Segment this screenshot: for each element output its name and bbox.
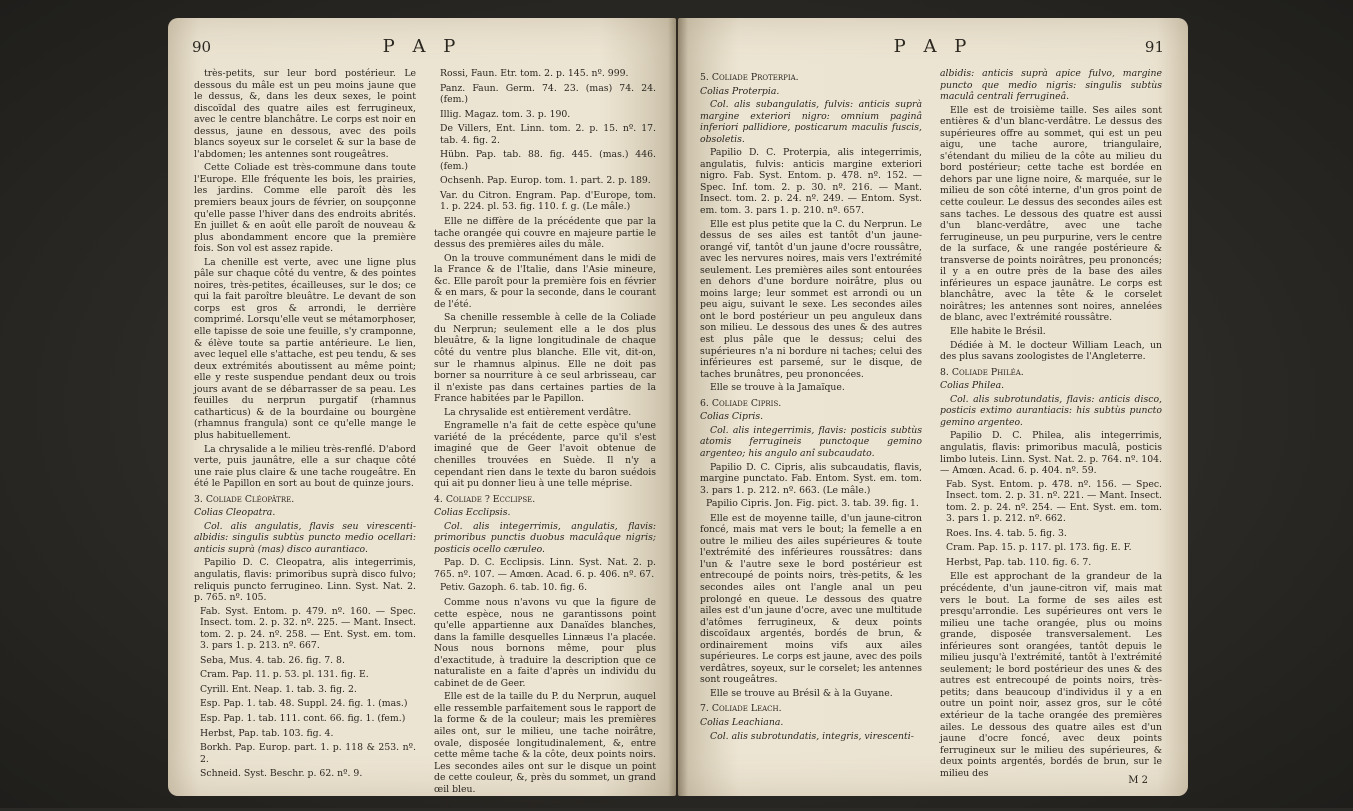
reference-entry: Panz. Faun. Germ. 74. 23. (mas) 74. 24. (fem.)	[440, 82, 656, 106]
section-heading: 7. Coliade Leach.	[700, 703, 782, 715]
left-page	[168, 18, 676, 809]
section-heading: 5. Coliade Proterpia.	[700, 72, 799, 83]
paragraph: Sa chenille ressemble à celle de la Coliade du Nerprun; seulement elle a le dos plus bleuâtre, & la ligne longitudinale de chaque côté du ventre plus blanche. Elle vit, dit-on, sur le rhamnus alpinus. Elle ne doit pas borner sa nourriture à ce seul arbrisseau, car il n'existe pas dans certaines parties de la France habitées par le Papillon.	[434, 312, 656, 405]
genus-name: Colias Philea.	[940, 380, 1005, 392]
left-page-header	[192, 36, 652, 62]
paragraph: Papilio D. C. Cipris, alis subcaudatis, flavis, margine punctato. Fab. Entom. Syst. em. tom. 3. pars 1. p. 212. nº. 663. (Le mâle.)	[700, 461, 922, 496]
paragraph: Elle est de la taille du P. du Nerprun, auquel elle ressemble parfaitement sous le rapport de la forme & de la couleur; mais les premières ailes ont, sur le milieu, une tache noirâtre, ovale, disposée longitudinalement, &, entre cette même tache & la côte, deux points noirs. Les secondes ailes ont sur le disque un point de cette couleur, &, près du sommet, un grand œil bleu.	[434, 691, 656, 795]
section-heading: 3. Coliade Cléopâtre.	[194, 493, 295, 505]
reference-entry: Seba, Mus. 4. tab. 26. fig. 7. 8.	[200, 654, 345, 666]
paragraph: Cette Coliade est très-commune dans toute l'Europe. Elle fréquente les bois, les prairies, les jardins. Comme elle paroît dès les premiers beaux jours de février, on soupçonne qu'elle passe l'hiver dans des endroits abrités. En juillet & en août elle paroît de nouveau & plus abondamment encore que la première fois. Son vol est assez rapide.	[194, 162, 416, 255]
latin-diagnosis: Col. alis subrotundatis, flavis: anticis disco, posticis extimo aurantiacis: his subtùs puncto gemino argenteo.	[940, 393, 1162, 428]
reference-entry: Cyrill. Ent. Neap. 1. tab. 3. fig. 2.	[200, 683, 357, 695]
section-heading: 8. Coliade Philéa.	[940, 366, 1024, 378]
reference-entry: Cram. Pap. 15. p. 117. pl. 173. fig. E. F.	[946, 542, 1132, 554]
latin-diagnosis: Col. alis integerrimis, angulatis, flavis: primoribus punctis duobus maculâque nigris; posticis ocello cæruleo.	[434, 520, 656, 555]
section-heading: 6. Coliade Cipris.	[700, 397, 782, 409]
signature-mark: M 2	[1128, 775, 1148, 786]
paragraph: La chenille est verte, avec une ligne plus pâle sur chaque côté du ventre, & des pointes noires, très-petites, écailleuses, sur le dos; ce qui la fait paroître bleuâtre. Le devant de son corps est gros & arrondi, le derrière comprimé. Lorsqu'elle veut se métamorphoser, elle tapisse de soie une feuille, s'y cramponne, & élève toute sa partie antérieure. Le lien, avec lequel elle s'attache, est peu tendu, & ses deux extrémités aboutissent au même point; elle y reste suspendue pendant deux ou trois jours avant de se débarrasser de sa peau. Les feuilles du nerprun purgatif (rhamnus catharticus) & de la bourdaine ou bourgène (rhamnus frangula) sont ce qu'elle mange le plus habituellement.	[194, 256, 416, 441]
reference-entry: Rossi, Faun. Etr. tom. 2. p. 145. nº. 999.	[440, 68, 629, 79]
reference-entry: Petiv. Gazoph. 6. tab. 10. fig. 6.	[440, 582, 588, 594]
paragraph: Elle se trouve au Brésil & à la Guyane.	[710, 687, 893, 699]
right-page	[678, 18, 1188, 796]
section-heading: 4. Coliade ? Ecclipse.	[434, 493, 536, 505]
running-head: P A P	[382, 36, 462, 57]
paragraph: Dédiée à M. le docteur William Leach, un des plus savans zoologistes de l'Angleterre.	[940, 339, 1162, 363]
latin-diagnosis: Col. alis angulatis, flavis seu virescenti-albidis: singulis subtùs puncto medio ocellari: anticis suprà (mas) disco aurantiaco.	[194, 520, 416, 555]
reference-entry: Borkh. Pap. Europ. part. 1. p. 118 & 253. nº. 2.	[200, 742, 416, 765]
latin-diagnosis: Col. alis subrotundatis, integris, virescenti-	[710, 730, 914, 742]
reference-entry: Ochsenh. Pap. Europ. tom. 1. part. 2. p. 189.	[440, 175, 651, 187]
paragraph: Elle habite le Brésil.	[950, 326, 1046, 338]
paragraph: Engramelle n'a fait de cette espèce qu'une variété de la précédente, parce qu'il s'est imaginé que de Geer l'avoit obtenue de chenilles trouvées en Suède. Il n'y a cependant rien dans le texte du baron suédois qui ait pu donner lieu à une telle méprise.	[434, 420, 656, 490]
genus-name: Colias Proterpia.	[700, 85, 780, 97]
paragraph: Papilio D. C. Cleopatra, alis integerrimis, angulatis, flavis: primoribus suprà disco fulvo; reliquis puncto ferrugineo. Linn. Syst. Nat. 2. p. 765. nº. 105.	[194, 557, 416, 604]
left-page-column-1	[194, 68, 416, 783]
paragraph: Elle se trouve à la Jamaïque.	[710, 382, 845, 394]
paragraph: Papilio D. C. Philea, alis integerrimis, angulatis, flavis: primoribus maculâ, posticis limbo luteis. Linn. Syst. Nat. 2. p. 764. nº. 104. — Amœn. Acad. 6. p. 404. nº. 59.	[940, 430, 1162, 477]
paragraph: Comme nous n'avons vu que la figure de cette espèce, nous ne garantissons point qu'elle appartienne aux Danaïdes blanches, dans la famille desquelles Linnæus l'a placée. Nous nous bornons même, pour plus d'exactitude, à traduire la description que ce naturaliste en a faite d'après un individu du cabinet de de Geer.	[434, 596, 656, 689]
reference-entry: Var. du Citron. Engram. Pap. d'Europe, tom. 1. p. 224. pl. 53. fig. 110. f. g. (Le mâle.)	[440, 189, 656, 213]
reference-entry: Cram. Pap. 11. p. 53. pl. 131. fig. E.	[200, 669, 369, 681]
book-gutter	[668, 18, 688, 796]
genus-name: Colias Cleopatra.	[194, 507, 276, 519]
latin-diagnosis: Col. alis subangulatis, fulvis: anticis suprà margine exteriori nigro: omnium paginâ inferiori pallidiore, posticarum maculis fuscis, obsoletis.	[700, 99, 922, 145]
paragraph: très-petits, sur leur bord postérieur. Le dessous du mâle est un peu moins jaune que le dessus, &, dans les deux sexes, le point discoïdal des quatre ailes est ferrugineux, avec le centre blanchâtre. Le corps est noir en dessus, jaune en dessous, avec des poils blancs soyeux sur le corselet & sur la base de l'abdomen; les antennes sont rougeâtres.	[194, 68, 416, 160]
right-page-column-1	[700, 68, 922, 744]
latin-diagnosis: Col. alis integerrimis, flavis: posticis subtùs atomis ferrugineis punctoque gemino argenteo; his angulo anî subcaudato.	[700, 424, 922, 459]
paragraph: Elle est de moyenne taille, d'un jaune-citron foncé, mais mat vers le bout; la femelle a en outre le milieu des ailes supérieures & toute l'extrémité des inférieures roussâtres: dans l'un & l'autre sexe le bord postérieur est entrecoupé de points noirs, très-petits, & les secondes ailes ont l'angle anal un peu prolongé en queue. Le dessous des quatre ailes est d'un jaune d'ocre, avec une multitude d'atômes ferrugineux, & deux points discoïdaux argentés, bordés de brun, & ordinairement moins vifs aux ailes supérieures. Le corps est jaune, avec des poils verdâtres, soyeux, sur le corselet; les antennes sont rougeâtres.	[700, 512, 922, 686]
paragraph: La chrysalide est entièrement verdâtre.	[444, 406, 632, 418]
genus-name: Colias Leachiana.	[700, 716, 784, 728]
paragraph: Elle est de troisième taille. Ses ailes sont entières & d'un blanc-verdâtre. Le dessus des supérieures offre au sommet, qui est un peu aigu, une tache aurore, triangulaire, s'étendant du milieu de la côte au milieu du bord postérieur; cette tache est bordée en dehors par une ligne noire, & marquée, sur le milieu de son côté interne, d'un gros point de cette couleur. Le dessus des secondes ailes est sans taches. Le dessous des quatre est aussi d'un blanc-verdâtre, avec une tache ferrugineuse, un peu purpurine, vers le centre de la surface, & une rangée postérieure & transverse de points noirâtres, peu prononcés; il y a en outre près de la base des ailes inférieures un espace jaunâtre. Le corps est blanchâtre, avec la tête & le corselet noirâtres; les antennes sont noires, annelées de blanc, avec l'extrémité roussâtre.	[940, 104, 1162, 324]
reference-entry: Schneid. Syst. Beschr. p. 62. nº. 9.	[200, 768, 363, 780]
reference-entry: De Villers, Ent. Linn. tom. 2. p. 15. nº. 17. tab. 4. fig. 2.	[440, 123, 656, 146]
reference-entry: Illig. Magaz. tom. 3. p. 190.	[440, 108, 571, 120]
page-number: 90	[192, 38, 212, 56]
reference-entry: Herbst, Pap. tab. 110. fig. 6. 7.	[946, 556, 1092, 568]
paragraph: Elle ne diffère de la précédente que par la tache orangée qui couvre en majeure partie le dessus des premières ailes du mâle.	[434, 216, 656, 251]
paragraph: On la trouve communément dans le midi de la France & de l'Italie, dans l'Asie mineure, &c. Elle paroît pour la première fois en février & en mars, & pour la seconde, dans le courant de l'été.	[434, 252, 656, 310]
reference-entry: Hübn. Pap. tab. 88. fig. 445. (mas.) 446. (fem.)	[440, 149, 656, 172]
right-page-header	[702, 36, 1164, 62]
paragraph: Papilio D. C. Proterpia, alis integerrimis, angulatis, fulvis: anticis margine exteriori nigro. Fab. Syst. Entom. p. 478. nº. 152. — Spec. Inf. tom. 2. p. 30. nº. 216. — Mant. Insect. tom. 2. p. 24. nº. 249. — Entom. Syst. em. tom. 3. pars 1. p. 210. nº. 657.	[700, 147, 922, 217]
paragraph: Elle est plus petite que la C. du Nerprun. Le dessus de ses ailes est tantôt d'un jaune-orangé vif, tantôt d'un jaune d'ocre roussâtre, avec les nervures noires, mais vers l'extrémité seulement. Les premières ailes sont entourées en dehors d'une bordure noirâtre, plus ou moins large; leur sommet est arrondi ou un peu aigu, suivant le sexe. Les secondes ailes ont le bord postérieur un peu anguleux dans son milieu. Le dessous des unes & des autres est plus pâle que le dessus; celui des supérieures n'a ni bordure ni taches; celui des inférieures est parsemé, sur le disque, de taches brunâtres, peu prononcées.	[700, 218, 922, 380]
reference-entry: Herbst, Pap. tab. 103. fig. 4.	[200, 727, 334, 739]
reference-entry: Esp. Pap. 1. tab. 111. cont. 66. fig. 1. (fem.)	[200, 712, 406, 724]
left-page-column-2	[434, 68, 656, 811]
genus-name: Colias Cipris.	[700, 411, 764, 423]
genus-name: Colias Ecclipsis.	[434, 507, 511, 519]
running-head: P A P	[893, 36, 973, 57]
right-page-column-2	[940, 68, 1162, 781]
paragraph: Elle est de l'Amérique septentrionale.	[444, 797, 623, 809]
latin-diagnosis: albidis: anticis suprà apice fulvo, margine puncto que medio nigris: singulis subtùs maculâ centrali ferrugineâ.	[940, 68, 1162, 103]
page-number: 91	[1144, 38, 1164, 56]
reference-entry: Esp. Pap. 1. tab. 48. Suppl. 24. fig. 1. (mas.)	[200, 698, 408, 710]
reference-entry: Roes. Ins. 4. tab. 5. fig. 3.	[946, 527, 1067, 539]
reference-entry: Fab. Syst. Entom. p. 479. nº. 160. — Spec. Insect. tom. 2. p. 32. nº. 225. — Mant. Insect. tom. 2. p. 24. nº. 258. — Ent. Syst. em. tom. 3. pars 1. p. 213. nº. 667.	[200, 605, 416, 652]
reference-entry: Papilio Cipris. Jon. Fig. pict. 3. tab. 39. fig. 1.	[706, 498, 919, 510]
paragraph: La chrysalide a le milieu très-renflé. D'abord verte, puis jaunâtre, elle a sur chaque côté une raie plus claire & une tache rougeâtre. En été le Papillon en sort au bout de quinze jours.	[194, 443, 416, 490]
paragraph: Pap. D. C. Ecclipsis. Linn. Syst. Nat. 2. p. 765. nº. 107. — Amœn. Acad. 6. p. 406. nº. 67.	[434, 557, 656, 580]
reference-entry: Fab. Syst. Entom. p. 478. nº. 156. — Spec. Insect. tom. 2. p. 31. nº. 221. — Mant. Insect. tom. 2. p. 24. nº. 254. — Ent. Syst. em. tom. 3. pars 1. p. 212. nº. 662.	[946, 478, 1162, 525]
paragraph: Elle est approchant de la grandeur de la précédente, d'un jaune-citron vif, mais mat vers le bout. La forme de ses ailes est presqu'arrondie. Les supérieures ont vers le milieu une tache orangée, plus ou moins grande, disposée transversalement. Les inférieures sont orangées, tantôt depuis le milieu jusqu'à l'extrémité, tantôt à l'extrémité seulement; le bord postérieur des unes & des autres est entrecoupé de points noirs, très-petits; dans beaucoup d'individus il y a en outre un point noir, assez gros, sur le côté extérieur de la tache orangée des premières ailes. Le dessous des quatre ailes est d'un jaune d'ocre foncé, avec deux points ferrugineux sur le milieu des supérieures, & deux points argentés, bordés de brun, sur le milieu des	[940, 571, 1162, 779]
